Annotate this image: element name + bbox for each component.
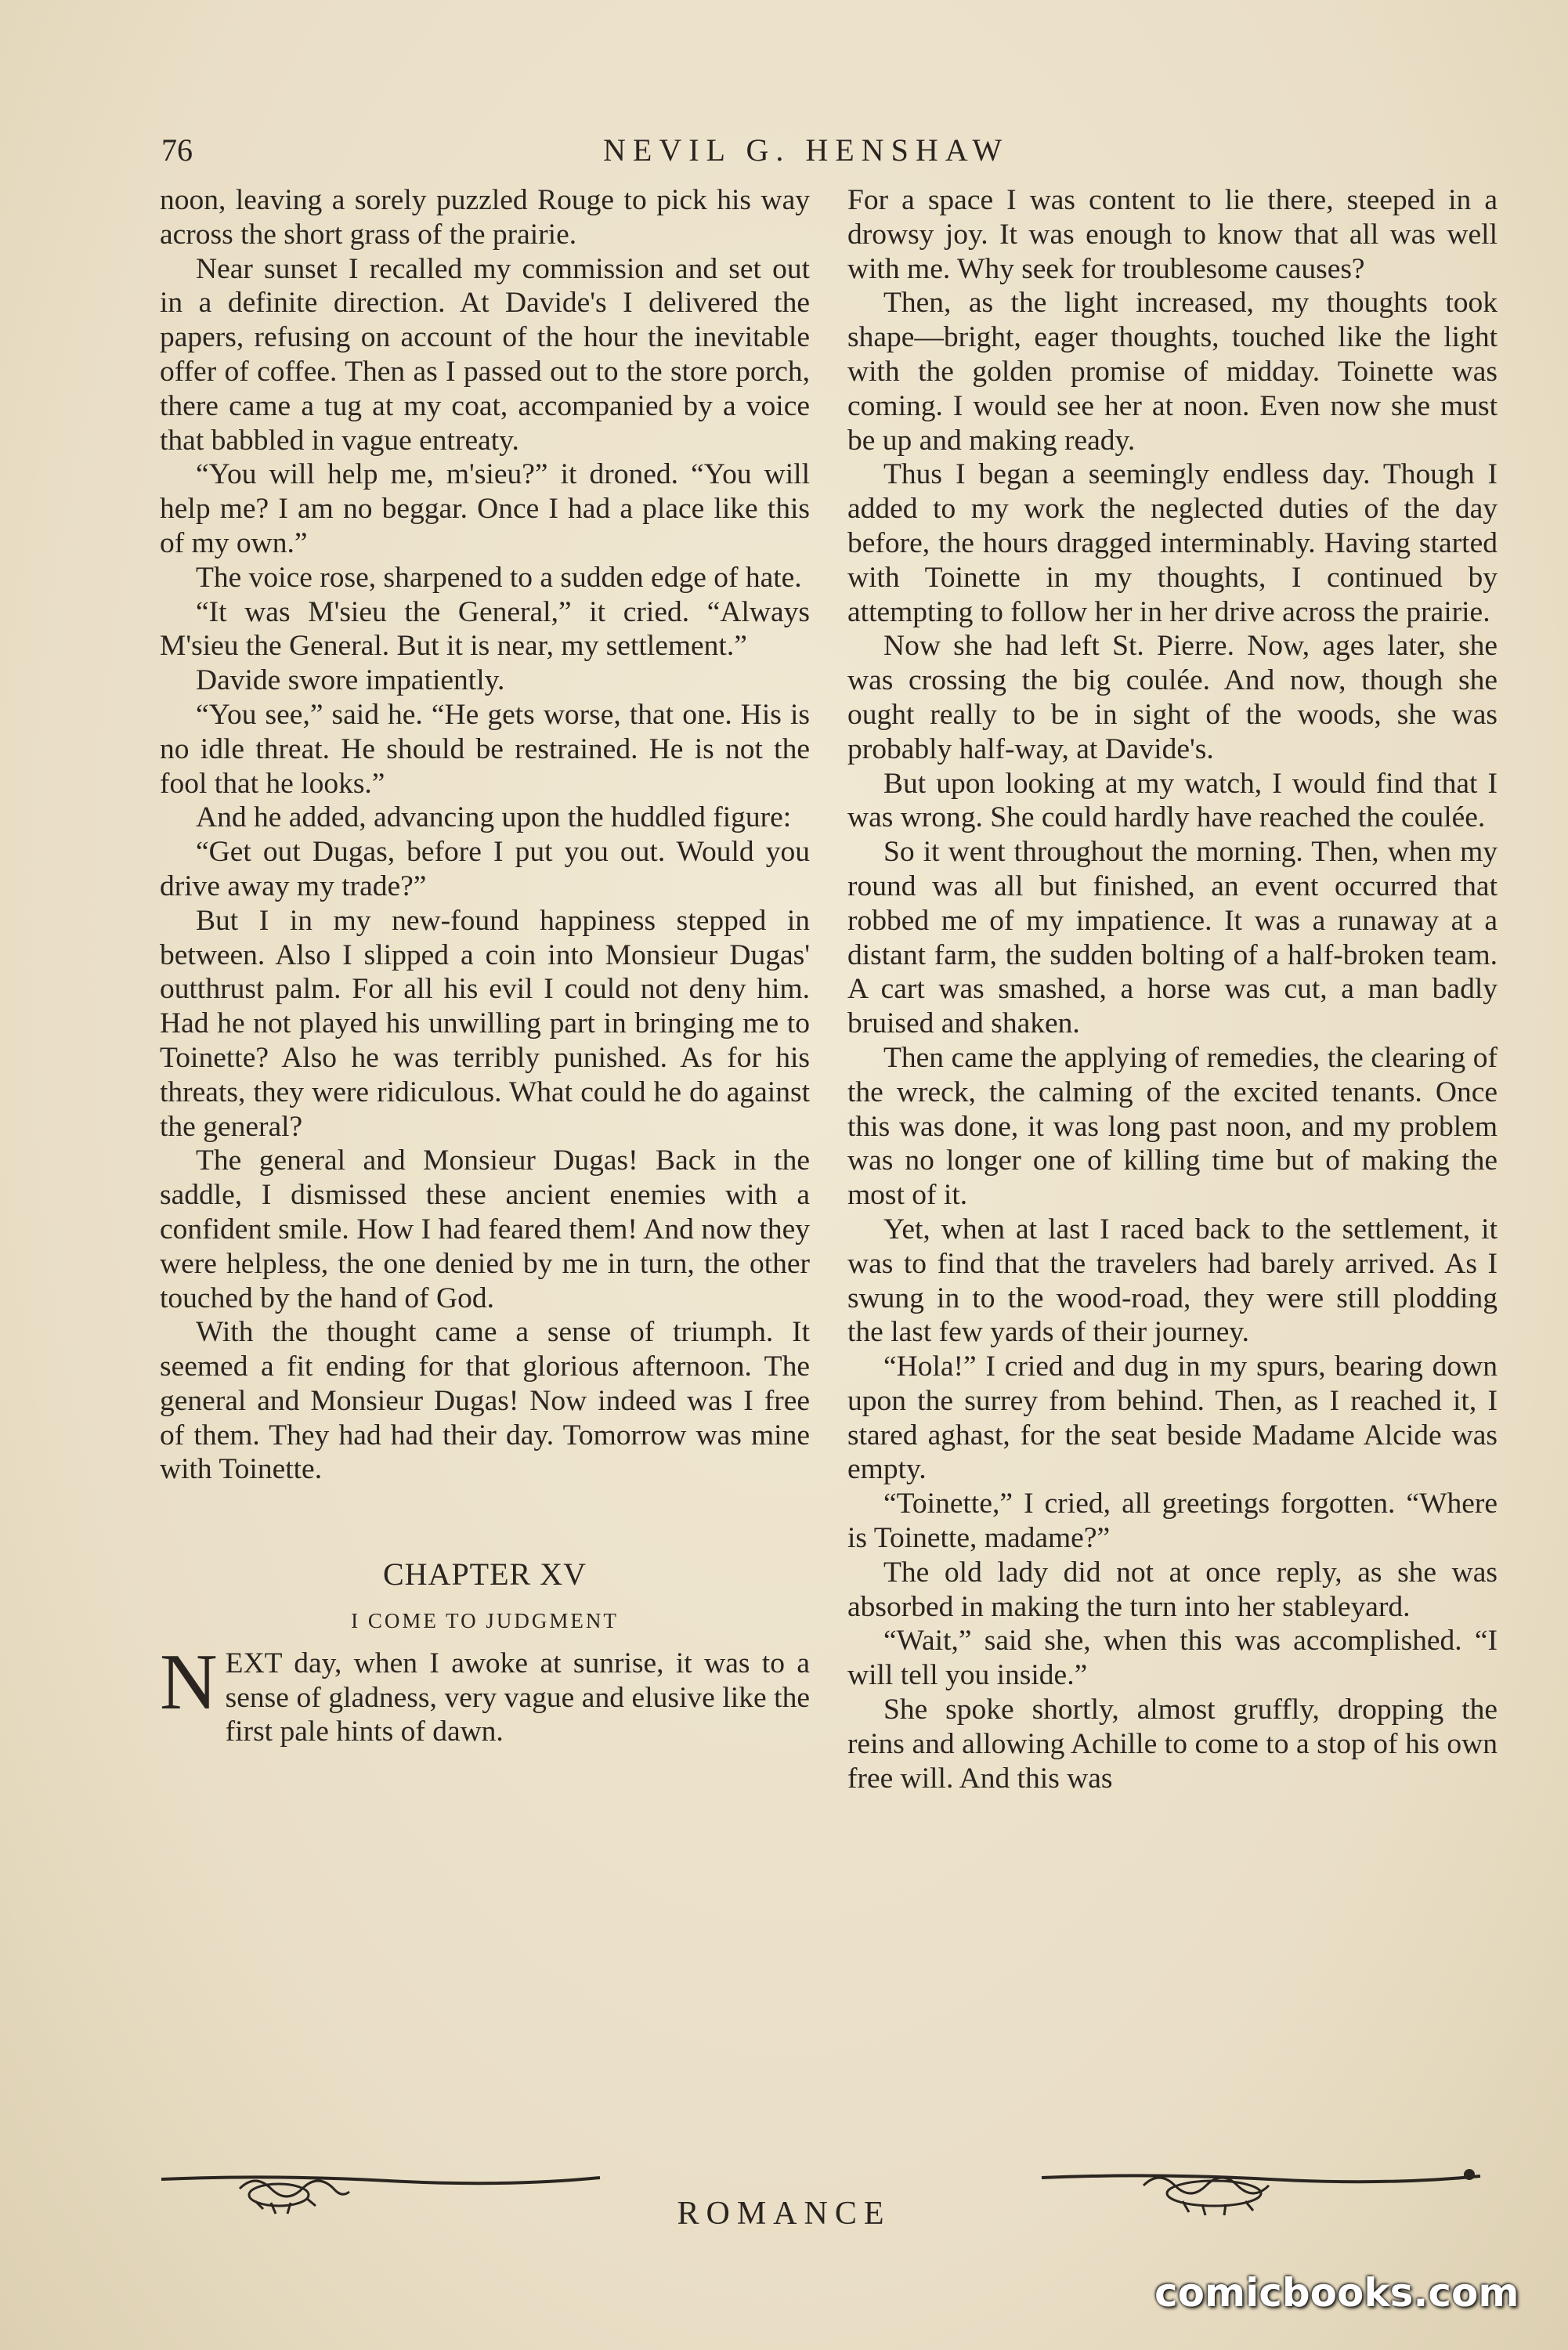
paragraph: For a space I was content to lie there, steeped in a drowsy joy. It was enough to know that all was well with me. Why seek for troublesome causes?	[847, 184, 1498, 285]
paragraph: But upon looking at my watch, I would find that I was wrong. She could hardly have reached the coulée.	[847, 767, 1498, 834]
footer-title: ROMANCE	[677, 2196, 891, 2232]
paragraph: Near sunset I recalled my commission and set out in a definite direction. At Davide's I delivered the papers, refusing on account of the hour the inevitable offer of coffee. Then as I passed out to the store porch, there came a tug at my coat, accompanied by a voice that babbled in vague entreaty.	[160, 252, 810, 457]
paragraph: The general and Monsieur Dugas! Back in the saddle, I dismissed these ancient enemies with a confident smile. How I had feared them! And now they were helpless, the one denied by me in turn, the other touched by the hand of God.	[160, 1144, 810, 1314]
paragraph: “Get out Dugas, before I put you out. Would you drive away my trade?”	[160, 836, 810, 902]
drop-cap: N	[160, 1637, 218, 1726]
paragraph: So it went throughout the morning. Then, when my round was all but finished, an event occurred that robbed me of my impatience. It was a runaway at a distant farm, the sudden bolting of a half-broken team. A cart was smashed, a horse was cut, a man badly bruised and shaken.	[847, 836, 1498, 1040]
paragraph: “Wait,” said she, when this was accomplished. “I will tell you inside.”	[847, 1625, 1498, 1692]
paragraph: Now she had left St. Pierre. Now, ages later, she was crossing the big coulée. And now, though she ought really to be in sight of the woods, she was probably half-way, at Davide's.	[847, 630, 1498, 765]
running-head: NEVIL G. HENSHAW	[603, 132, 1010, 168]
paragraph: The old lady did not at once reply, as she was absorbed in making the turn into her stableyard.	[847, 1556, 1498, 1623]
paragraph: Thus I began a seemingly endless day. Though I added to my work the neglected duties of the day before, the hours dragged interminably. Having started with Toinette in my thoughts, I continued by attempting to follow her in her drive across the prairie.	[847, 458, 1498, 628]
paragraph: Yet, when at last I raced back to the settlement, it was to find that the travelers had barely arrived. As I swung in to the wood-road, they were still plodding the last few yards of their journey.	[847, 1213, 1498, 1349]
chapter-opening-paragraph	[160, 1637, 810, 1749]
paragraph: “Toinette,” I cried, all greetings forgotten. “Where is Toinette, madame?”	[847, 1488, 1498, 1555]
paragraph: Davide swore impatiently.	[196, 664, 505, 697]
page-number: 76	[161, 132, 193, 168]
paragraph: “You will help me, m'sieu?” it droned. “You will help me? I am no beggar. Once I had a place like this of my own.”	[160, 458, 810, 559]
paragraph: “You see,” said he. “He gets worse, that one. His is no idle threat. He should be restrained. He is not the fool that he looks.”	[160, 698, 810, 800]
paragraph: “It was M'sieu the General,” it cried. “Always M'sieu the General. But it is near, my settlement.”	[160, 595, 810, 663]
paragraph: Then, as the light increased, my thoughts took shape—bright, eager thoughts, touched like the light with the golden promise of midday. Toinette was coming. I would see her at noon. Even now she must be up and making ready.	[847, 287, 1498, 457]
paragraph: noon, leaving a sorely puzzled Rouge to pick his way across the short grass of the prairie.	[160, 184, 810, 251]
paragraph: But I in my new-found happiness stepped in between. Also I slipped a coin into Monsieur Dugas' outthrust palm. For all his evil I could not deny him. Had he not played his unwilling part in bringing me to Toinette? Also he was terribly punished. As for his threats, they were ridiculous. What could he do against the general?	[160, 904, 810, 1143]
paragraph: And he added, advancing upon the huddled figure:	[196, 801, 792, 834]
right-column	[847, 183, 1498, 1795]
left-column	[160, 183, 810, 1749]
paragraph: Then came the applying of remedies, the clearing of the wreck, the calming of the excited tenants. Once this was done, it was long past noon, and my problem was no longer one of killing time but of making the most of it.	[847, 1041, 1498, 1212]
paragraph: She spoke shortly, almost gruffly, dropping the reins and allowing Achille to come to a stop of his own free will. And this was	[847, 1694, 1498, 1795]
paragraph: With the thought came a sense of triumph. It seemed a fit ending for that glorious afternoon. The general and Monsieur Dugas! Now indeed was I free of them. They had had their day. Tomorrow was mine with Toinette.	[160, 1316, 810, 1486]
watermark: comicbooks.com	[1154, 2270, 1519, 2316]
chapter-title: CHAPTER XV	[382, 1556, 587, 1593]
page-header	[0, 132, 1568, 179]
chapter-opening-text: EXT day, when I awoke at sunrise, it was to a sense of gladness, very vague and elusive like the first pale hints of dawn.	[225, 1647, 810, 1748]
chapter-subtitle: I COME TO JUDGMENT	[351, 1609, 619, 1633]
paragraph: The voice rose, sharpened to a sudden edge of hate.	[196, 561, 802, 594]
paragraph: “Hola!” I cried and dug in my spurs, bearing down upon the surrey from behind. Then, as I reached it, I stared aghast, for the seat beside Madame Alcide was empty.	[847, 1350, 1498, 1486]
